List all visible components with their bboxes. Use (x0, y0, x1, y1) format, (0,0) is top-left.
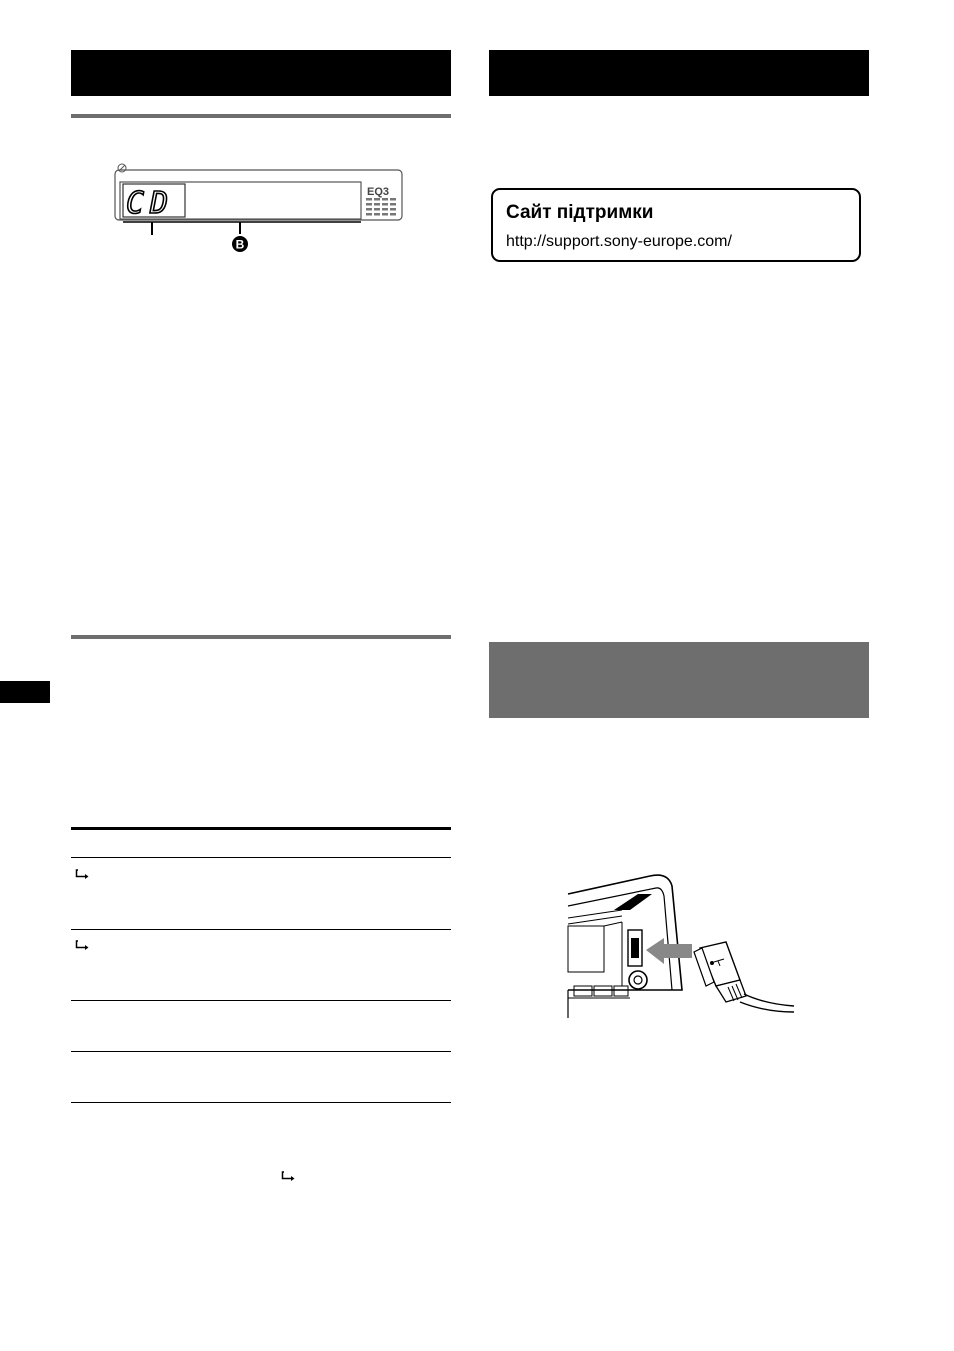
eq-label: EQ3 (367, 186, 390, 198)
repeat-play-icon (75, 868, 91, 882)
table-row-rule-2 (71, 1000, 451, 1001)
table-bottom-rule (71, 1102, 451, 1103)
left-section-rule-1 (71, 114, 451, 118)
usb-connection-illustration (560, 866, 800, 1018)
table-top-rule (71, 827, 451, 830)
support-site-url[interactable]: http://support.sony-europe.com/ (506, 233, 732, 250)
table-row-rule-1 (71, 929, 451, 930)
table-row-rule-3 (71, 1051, 451, 1052)
table-header-rule (71, 857, 451, 858)
display-segment-text: CD (126, 186, 175, 221)
left-section-rule-2 (71, 635, 451, 639)
unit-display-illustration (114, 162, 406, 258)
repeat-play-icon (281, 1170, 297, 1184)
right-header-bar (489, 50, 869, 96)
repeat-play-icon (75, 939, 91, 953)
right-section-header (489, 642, 869, 718)
page-margin-tab (0, 681, 50, 703)
support-site-box (491, 188, 861, 262)
support-site-title: Сайт підтримки (506, 202, 654, 223)
callout-b: B (235, 237, 245, 252)
left-header-bar (71, 50, 451, 96)
